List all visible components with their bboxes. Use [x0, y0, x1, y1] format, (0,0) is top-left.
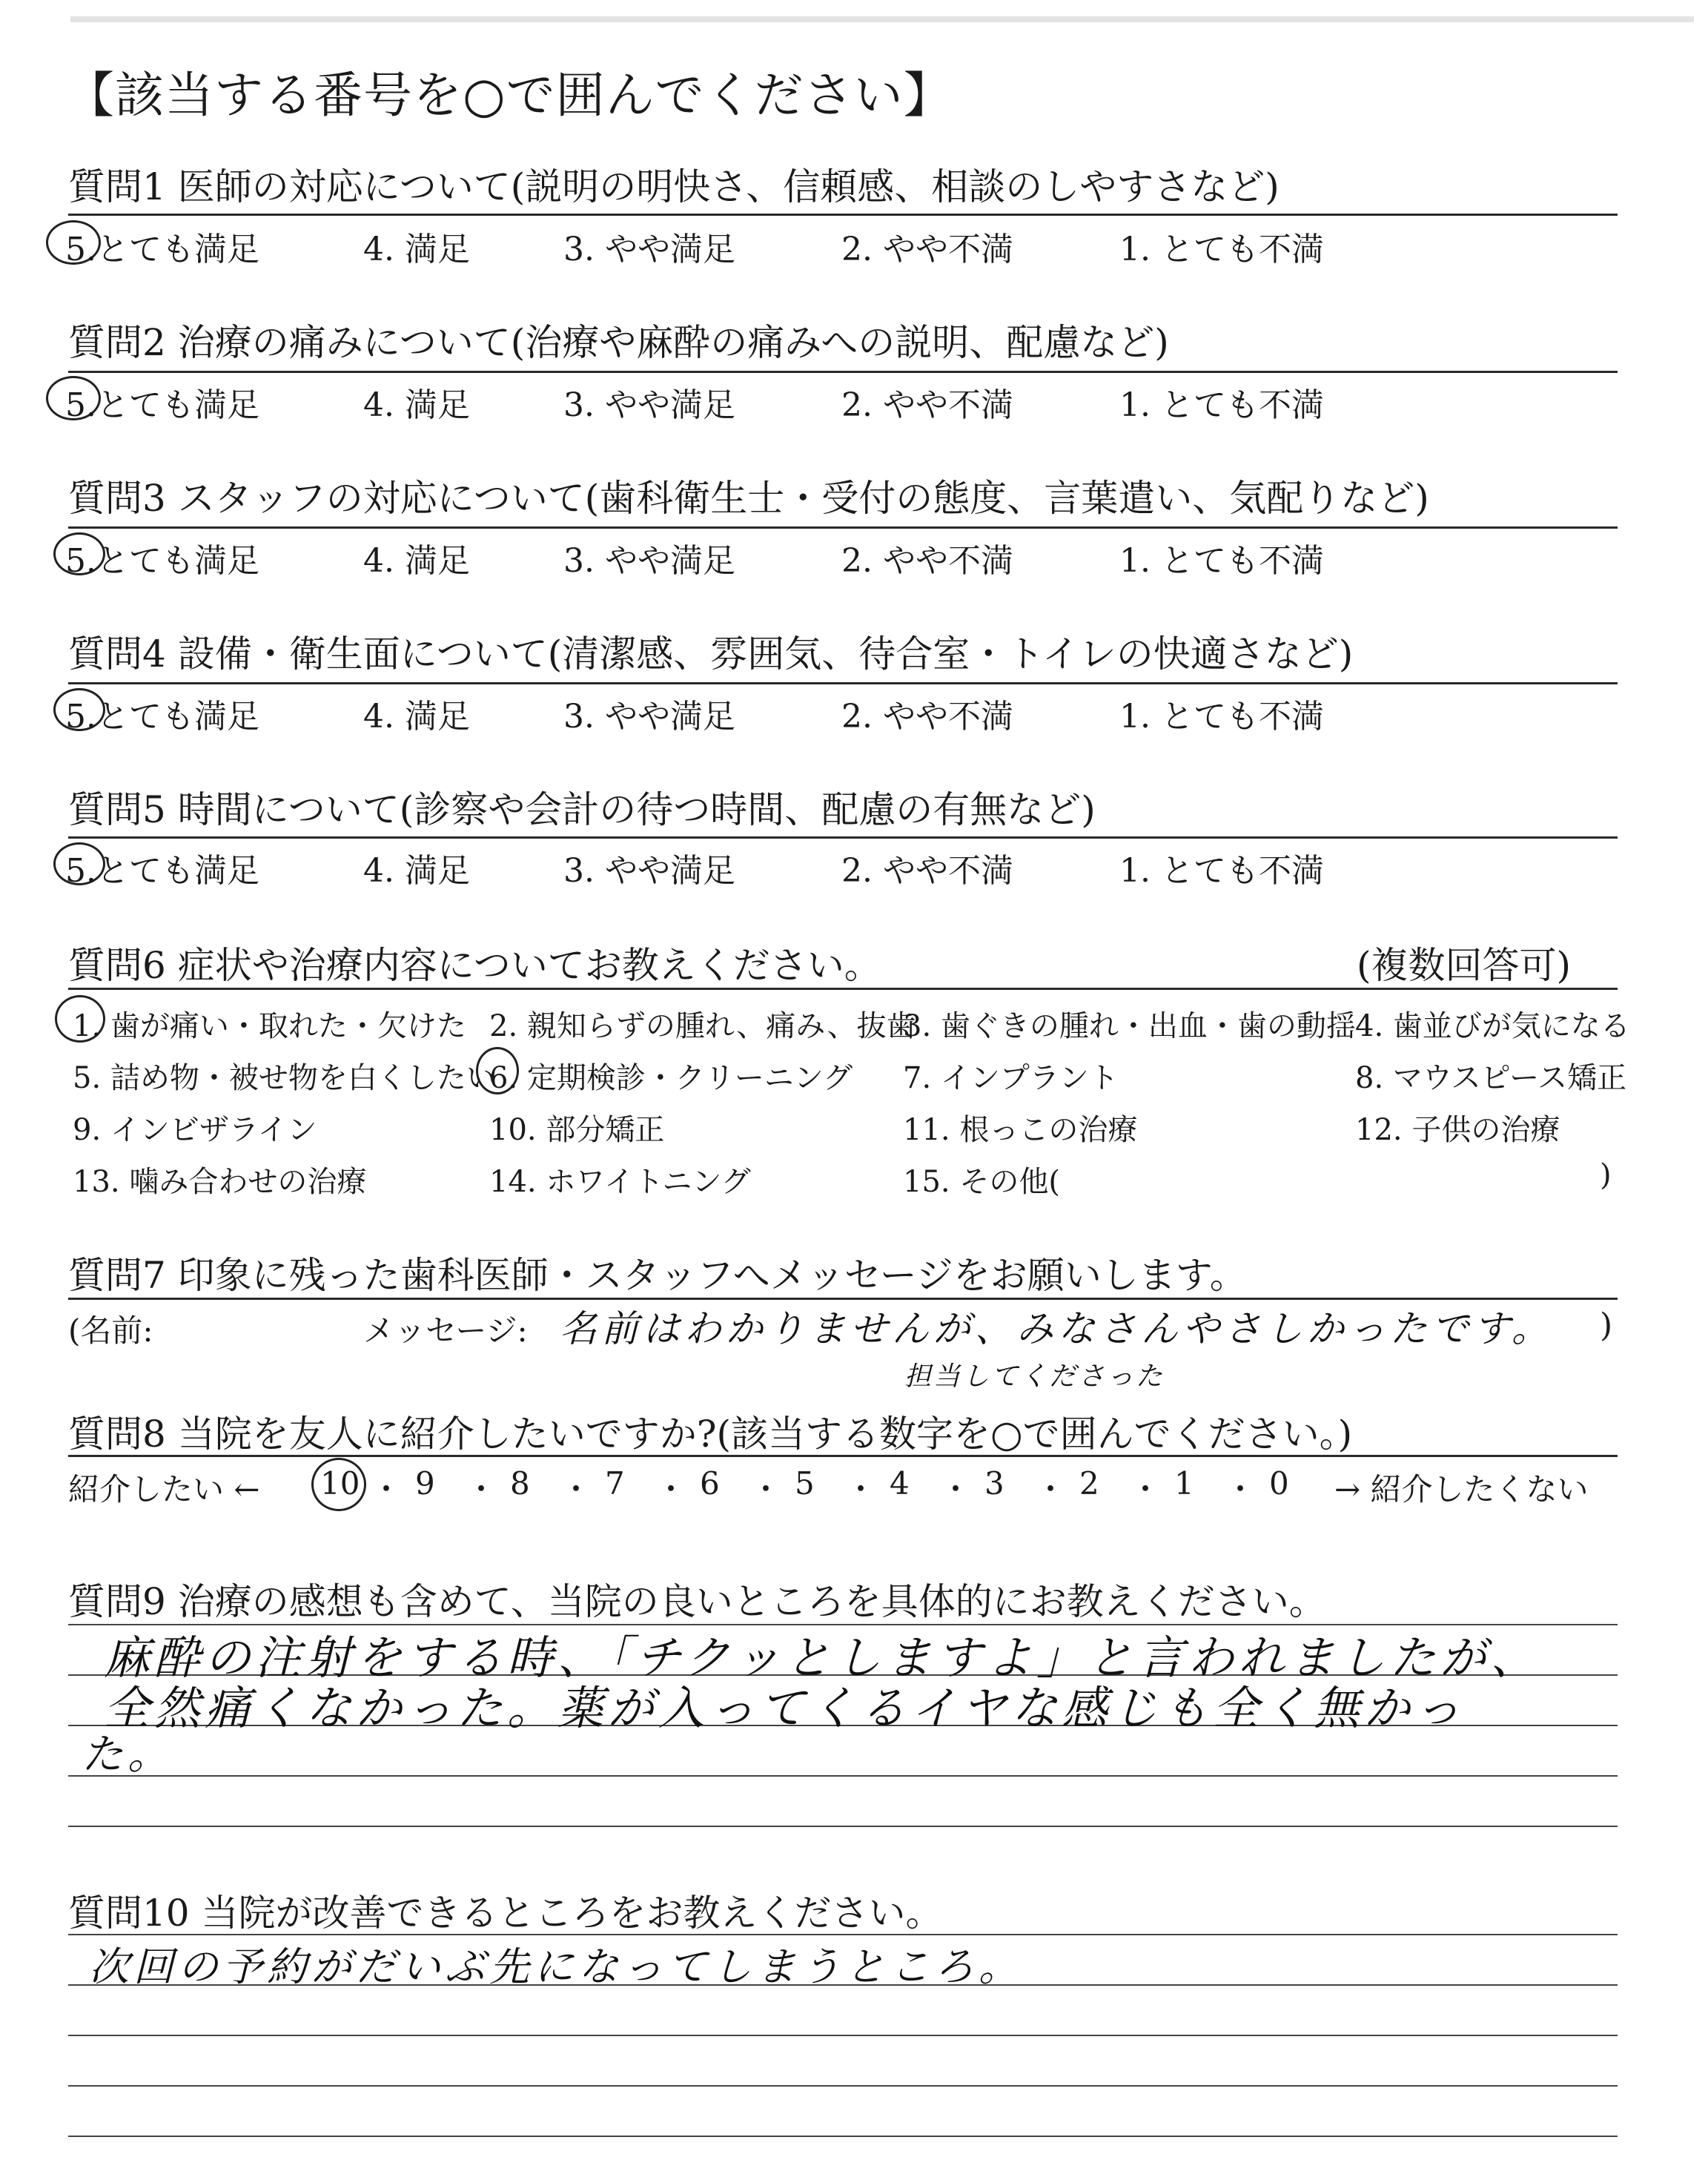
q8-scale-separator: ・ — [1225, 1471, 1257, 1507]
q6-item-8[interactable]: 8. マウスピース矯正 — [1355, 1061, 1627, 1095]
q7-name-label: (名前: — [68, 1312, 153, 1349]
q8-scale-separator: ・ — [940, 1471, 972, 1507]
q8-scale-4[interactable]: 4 — [890, 1465, 910, 1502]
q8-scale-separator: ・ — [1035, 1471, 1067, 1507]
q7-message-label: メッセージ: — [363, 1312, 528, 1349]
q5-option-4[interactable]: 4. 満足 — [363, 852, 470, 890]
q6-item-14[interactable]: 14. ホワイトニング — [489, 1165, 751, 1199]
q6-note: (複数回答可) — [1357, 944, 1572, 987]
q6-item-4[interactable]: 4. 歯並びが気になる — [1355, 1009, 1630, 1043]
q1-option-4[interactable]: 4. 満足 — [363, 231, 470, 268]
q5-option-3[interactable]: 3. やや満足 — [563, 852, 735, 890]
q10-answer-line-1[interactable]: 次回の予約がだいぶ先になってしまうところ。 — [89, 1943, 1023, 1990]
q6-item-11[interactable]: 11. 根っこの治療 — [903, 1113, 1138, 1147]
q9-title: 質問9 治療の感想も含めて、当院の良いところを具体的にお教えください。 — [68, 1580, 1326, 1623]
q3-option-1[interactable]: 1. とても不満 — [1119, 542, 1324, 580]
q8-scale-separator: ・ — [371, 1471, 403, 1507]
q6-item-1[interactable]: 1. 歯が痛い・取れた・欠けた — [73, 1009, 466, 1043]
q7-message-insert: 担当してくださった — [904, 1361, 1165, 1392]
q4-option-5[interactable]: 5.とても満足 — [65, 698, 259, 736]
q8-scale-6[interactable]: 6 — [700, 1465, 720, 1502]
q3-option-5[interactable]: 5.とても満足 — [65, 542, 259, 580]
q1-option-5[interactable]: 5.とても満足 — [65, 231, 259, 268]
q8-scale-0[interactable]: 0 — [1269, 1465, 1289, 1502]
q2-title: 質問2 治療の痛みについて(治療や麻酔の痛みへの説明、配慮など) — [68, 321, 1169, 364]
q4-option-3[interactable]: 3. やや満足 — [563, 698, 735, 736]
q8-scale-separator: ・ — [560, 1471, 592, 1507]
q5-option-1[interactable]: 1. とても不満 — [1119, 852, 1324, 890]
q8-scale-5[interactable]: 5 — [795, 1465, 815, 1502]
q10-title: 質問10 当院が改善できるところをお教えください。 — [68, 1892, 943, 1935]
q5-option-2[interactable]: 2. やや不満 — [841, 852, 1013, 890]
q6-item-3[interactable]: 3. 歯ぐきの腫れ・出血・歯の動揺 — [903, 1009, 1356, 1043]
q8-right-label: → 紹介したくない — [1334, 1471, 1589, 1507]
q5-title: 質問5 時間について(診察や会計の待つ時間、配慮の有無など) — [68, 788, 1096, 831]
q3-option-4[interactable]: 4. 満足 — [363, 542, 470, 580]
q9-answer-line-3[interactable]: た。 — [82, 1731, 173, 1779]
scan-top-edge — [70, 16, 1694, 22]
q8-scale-10[interactable]: 10 — [320, 1465, 360, 1502]
q9-answer-line-1[interactable]: 麻酔の注射をする時、「チクッとしますよ」と言われましたが、 — [104, 1631, 1541, 1685]
q6-item-2[interactable]: 2. 親知らずの腫れ、痛み、抜歯 — [489, 1009, 916, 1043]
q8-scale-separator: ・ — [655, 1471, 687, 1507]
q8-scale-separator: ・ — [466, 1471, 497, 1507]
q1-option-2[interactable]: 2. やや不満 — [841, 231, 1013, 268]
q2-option-4[interactable]: 4. 満足 — [363, 386, 470, 424]
q2-option-1[interactable]: 1. とても不満 — [1119, 386, 1324, 424]
form-header: 【該当する番号を○で囲んでください】 — [65, 67, 953, 124]
q4-option-1[interactable]: 1. とても不満 — [1119, 698, 1324, 736]
q6-item-12[interactable]: 12. 子供の治療 — [1355, 1113, 1560, 1147]
q1-option-3[interactable]: 3. やや満足 — [563, 231, 735, 268]
q3-option-2[interactable]: 2. やや不満 — [841, 542, 1013, 580]
q8-scale-9[interactable]: 9 — [415, 1465, 435, 1502]
q8-title: 質問8 当院を友人に紹介したいですか?(該当する数字を○で囲んでください。) — [68, 1413, 1353, 1456]
q6-title: 質問6 症状や治療内容についてお教えください。 — [68, 944, 881, 987]
q8-scale-3[interactable]: 3 — [984, 1465, 1004, 1502]
q9-answer-line-2[interactable]: 全然痛くなかった。薬が入ってくるイヤな感じも全く無かっ — [104, 1681, 1466, 1735]
q2-option-3[interactable]: 3. やや満足 — [563, 386, 735, 424]
q8-scale-7[interactable]: 7 — [605, 1465, 625, 1502]
q2-option-5[interactable]: 5.とても満足 — [65, 386, 259, 424]
q6-item-5[interactable]: 5. 詰め物・被せ物を白くしたい — [73, 1061, 496, 1095]
q6-item-13[interactable]: 13. 噛み合わせの治療 — [73, 1165, 367, 1199]
q8-scale-1[interactable]: 1 — [1174, 1465, 1194, 1502]
q5-option-5[interactable]: 5.とても満足 — [65, 852, 259, 890]
q3-title: 質問3 スタッフの対応について(歯科衛生士・受付の態度、言葉遣い、気配りなど) — [68, 477, 1429, 520]
q6-item-7[interactable]: 7. インプラント — [903, 1061, 1119, 1095]
q6-item-9[interactable]: 9. インビザライン — [73, 1113, 317, 1147]
q4-option-4[interactable]: 4. 満足 — [363, 698, 470, 736]
q6-item-6[interactable]: 6. 定期検診・クリーニング — [489, 1061, 853, 1095]
q8-scale-separator: ・ — [750, 1471, 782, 1507]
q8-scale-8[interactable]: 8 — [510, 1465, 530, 1502]
q1-option-1[interactable]: 1. とても不満 — [1119, 231, 1324, 268]
q8-scale-separator: ・ — [1130, 1471, 1162, 1507]
q4-option-2[interactable]: 2. やや不満 — [841, 698, 1013, 736]
q8-scale-2[interactable]: 2 — [1079, 1465, 1099, 1502]
q1-title: 質問1 医師の対応について(説明の明快さ、信頼感、相談のしやすさなど) — [68, 165, 1280, 208]
q7-title: 質問7 印象に残った歯科医師・スタッフへメッセージをお願いします。 — [68, 1254, 1247, 1297]
q6-item-15[interactable]: 15. その他( — [903, 1165, 1060, 1199]
q2-option-2[interactable]: 2. やや不満 — [841, 386, 1013, 424]
q8-left-label: 紹介したい ← — [68, 1471, 260, 1507]
q7-message-handwritten[interactable]: 名前はわかりませんが、みなさんやさしかったです。 — [560, 1307, 1553, 1350]
q6-item-15-close: ) — [1600, 1158, 1612, 1192]
q8-scale-separator: ・ — [845, 1471, 877, 1507]
q6-item-10[interactable]: 10. 部分矯正 — [489, 1113, 665, 1147]
q4-title: 質問4 設備・衛生面について(清潔感、雰囲気、待合室・トイレの快適さなど) — [68, 633, 1354, 676]
q3-option-3[interactable]: 3. やや満足 — [563, 542, 735, 580]
q7-close-paren: ) — [1600, 1307, 1613, 1344]
